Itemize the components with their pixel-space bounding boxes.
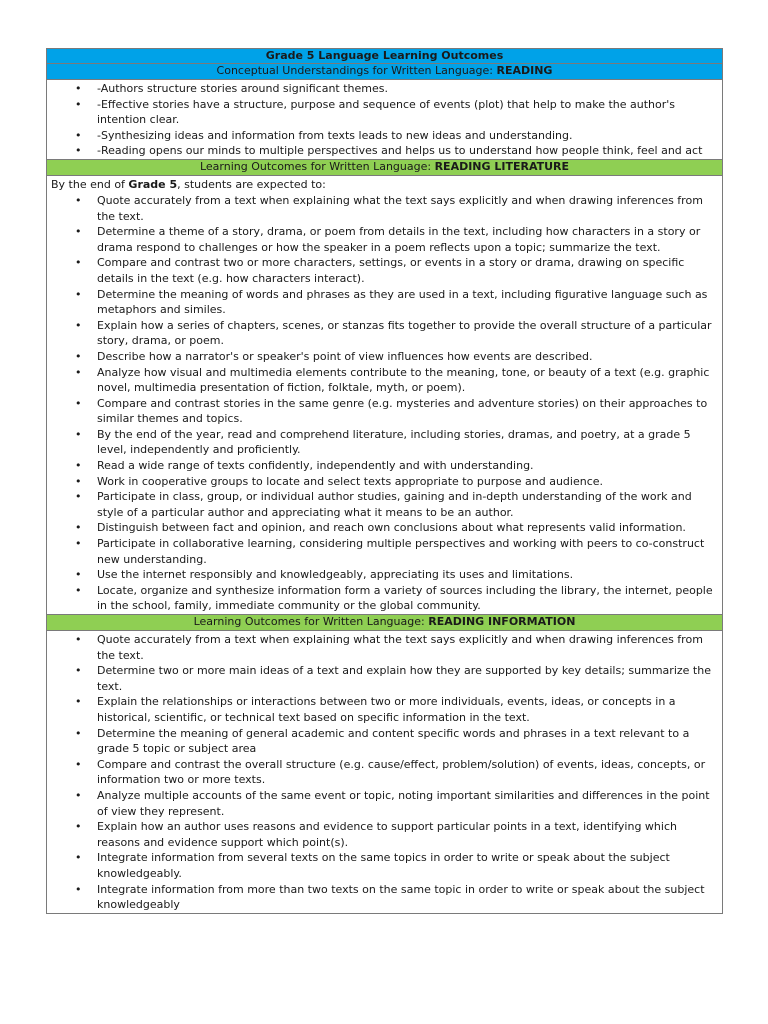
list-item: • -Effective stories have a structure, purpose and sequence of events (plot) that help to make the author's intention clear. xyxy=(51,97,718,128)
header-prefix: Conceptual Understandings for Written Language: xyxy=(216,64,497,77)
conceptual-understandings-section xyxy=(47,80,722,160)
list-item: • Explain how an author uses reasons and evidence to support particular points in a text, identifying which reasons and evidence support which point(s). xyxy=(51,819,718,850)
reading-literature-section xyxy=(47,176,722,615)
header-strong: READING LITERATURE xyxy=(434,159,570,173)
list-item: • Compare and contrast two or more characters, settings, or events in a story or drama, drawing on specific details in the text (e.g. how characters interact). xyxy=(51,255,718,286)
list-item: • By the end of the year, read and comprehend literature, including stories, dramas, and poetry, at a grade 5 level, independently and proficiently. xyxy=(51,427,718,458)
list-item: • Read a wide range of texts confidently, independently and with understanding. xyxy=(51,458,718,474)
header-strong: READING xyxy=(496,64,553,77)
list-item: • Work in cooperative groups to locate and select texts appropriate to purpose and audience. xyxy=(51,474,718,490)
list-item: • Analyze how visual and multimedia elements contribute to the meaning, tone, or beauty of a text (e.g. graphic novel, multimedia presentation of fiction, folktale, myth, or poem). xyxy=(51,365,718,396)
list-item: • Analyze multiple accounts of the same event or topic, noting important similarities and differences in the point of view they represent. xyxy=(51,788,718,819)
list-item: • Describe how a narrator's or speaker's point of view influences how events are described. xyxy=(51,349,718,365)
header-strong: READING INFORMATION xyxy=(428,615,576,628)
list-item: • Integrate information from several texts on the same topics in order to write or speak about the subject knowledgeably. xyxy=(51,850,718,881)
reading-information-section xyxy=(47,631,722,914)
list-item: • Explain the relationships or interactions between two or more individuals, events, ideas, or concepts in a historical, scientific, or technical text based on specific information in the text. xyxy=(51,694,718,725)
reading-information-list xyxy=(51,632,718,913)
list-item: • Locate, organize and synthesize information form a variety of sources including the library, the internet, people in the school, family, immediate community or the global community. xyxy=(51,583,718,614)
list-item: • Integrate information from more than two texts on the same topic in order to write or speak about the subject knowledgeably xyxy=(51,882,718,913)
document-title: Grade 5 Language Learning Outcomes xyxy=(47,49,722,64)
conceptual-understandings-header xyxy=(47,64,722,80)
list-item: • Quote accurately from a text when explaining what the text says explicitly and when drawing inferences from the text. xyxy=(51,193,718,224)
list-item: • -Authors structure stories around significant themes. xyxy=(51,81,718,97)
conceptual-understandings-list xyxy=(51,81,718,159)
list-item: • -Synthesizing ideas and information from texts leads to new ideas and understanding. xyxy=(51,128,718,144)
list-item: • Distinguish between fact and opinion, and reach own conclusions about what represents valid information. xyxy=(51,520,718,536)
list-item: • -Reading opens our minds to multiple perspectives and helps us to understand how people think, feel and act xyxy=(51,143,718,159)
learning-outcomes-table xyxy=(46,48,723,914)
intro-prefix: By the end of xyxy=(51,177,129,191)
reading-literature-header xyxy=(47,160,722,176)
list-item: • Determine the meaning of words and phrases as they are used in a text, including figurative language such as metaphors and similes. xyxy=(51,287,718,318)
reading-information-header xyxy=(47,615,722,631)
list-item: • Quote accurately from a text when explaining what the text says explicitly and when drawing inferences from the text. xyxy=(51,632,718,663)
intro-grade: Grade 5 xyxy=(128,177,178,191)
intro-line xyxy=(51,177,718,193)
list-item: • Determine a theme of a story, drama, or poem from details in the text, including how characters in a story or drama respond to challenges or how the speaker in a poem reflects upon a topic; summarize the text. xyxy=(51,224,718,255)
list-item: • Participate in class, group, or individual author studies, gaining and in-depth understanding of the work and style of a particular author and appreciating what it means to be an author. xyxy=(51,489,718,520)
intro-suffix: , students are expected to: xyxy=(177,177,326,191)
list-item: • Compare and contrast stories in the same genre (e.g. mysteries and adventure stories) on their approaches to similar themes and topics. xyxy=(51,396,718,427)
list-item: • Compare and contrast the overall structure (e.g. cause/effect, problem/solution) of events, ideas, concepts, or information two or more texts. xyxy=(51,757,718,788)
list-item: • Participate in collaborative learning, considering multiple perspectives and working with peers to co-construct new understanding. xyxy=(51,536,718,567)
list-item: • Use the internet responsibly and knowledgeably, appreciating its uses and limitations. xyxy=(51,567,718,583)
header-prefix: Learning Outcomes for Written Language: xyxy=(193,615,429,628)
list-item: • Determine two or more main ideas of a text and explain how they are supported by key details; summarize the text. xyxy=(51,663,718,694)
header-prefix: Learning Outcomes for Written Language: xyxy=(199,159,435,173)
list-item: • Determine the meaning of general academic and content specific words and phrases in a text relevant to a grade 5 topic or subject area xyxy=(51,726,718,757)
reading-literature-list xyxy=(51,193,718,614)
list-item: • Explain how a series of chapters, scenes, or stanzas fits together to provide the overall structure of a particular story, drama, or poem. xyxy=(51,318,718,349)
